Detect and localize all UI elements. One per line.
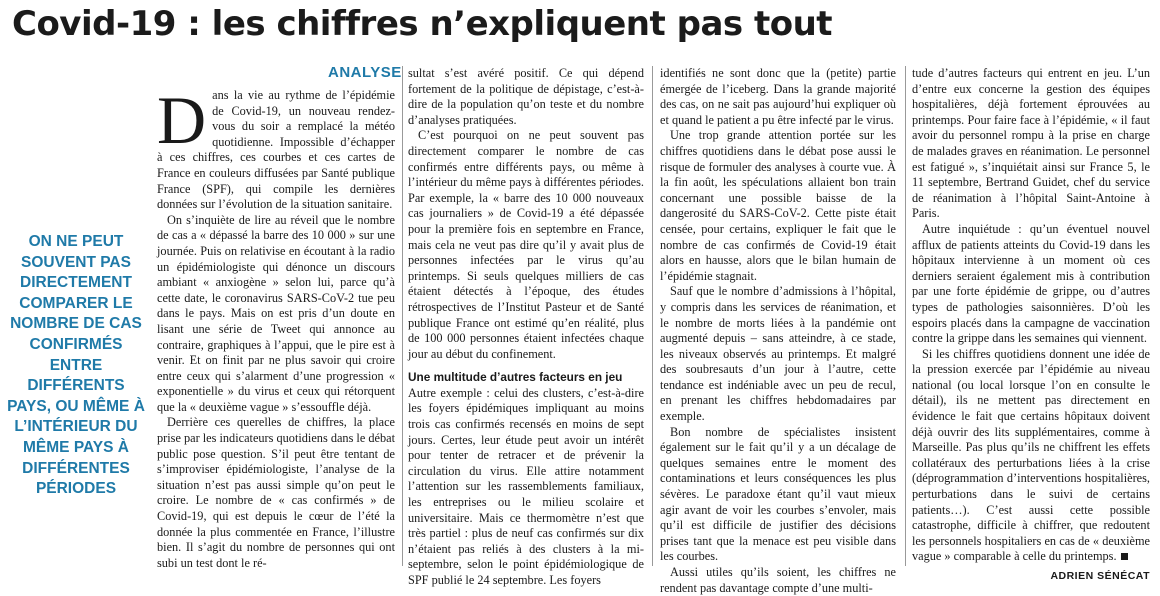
article-column-3 (660, 66, 896, 595)
paragraph: On s’inquiète de lire au réveil que le nombre de cas a « dépassé la barre des 10 000 » sur une journée. Puis on relativise en écoutant à la radio un épidémiologiste qui dénonce un discours ambiant « anxiogène » selon lui, parce qu’à cette date, le coronavirus SARS-CoV-2 tue peu dans le pays. Mais on est pris d’un doute en lisant une série de Tweet qui annonce au contraire, graphiques à l’appui, que le pire est à venir. Et on finit par ne plus savoir qui croire entre ceux qui s’alarment d’une progression « exponentielle » du virus et ceux qui rétorquent que la « deuxième vague » s’essouffle déjà. (157, 212, 395, 414)
paragraph: Dans la vie au rythme de l’épidémie de Covid-19, un nouveau rendez-vous du soir a remplacé la météo quotidienne. Impossible d’échapper à ces chiffres, ces courbes et ces cartes de France en couleurs diffusées par Santé publique France (SPF), qui compile les dernières données sur l’évolution de la situation sanitaire. (157, 82, 395, 212)
article-column-4 (912, 66, 1150, 582)
column-rule (652, 66, 653, 566)
article-column-1 (157, 82, 396, 570)
paragraph: Une trop grande attention portée sur les chiffres quotidiens dans le débat pose aussi le risque de formuler des analyses à courte vue. À la fin août, les spéculations allaient bon train concernant une possible baisse de la dangerosité du SARS-CoV-2. Cette piste était censée, pour certains, expliquer le fait que le nombre de cas confirmés de Covid-19 était alors en hausse, alors que le bilan humain de l’épidémie stagnait. (660, 128, 896, 283)
paragraph: identifiés ne sont donc que la (petite) partie émergée de l’iceberg. Dans la grande majorité des cas, on ne sait pas aujourd’hui expliquer où et quand le patient a pu être infecté par le virus. (660, 66, 896, 127)
byline: ADRIEN SÉNÉCAT (1050, 570, 1150, 582)
paragraph: Derrière ces querelles de chiffres, la place prise par les indicateurs quotidiens dans le débat public pose question. S’il peut être tentant de s’improviser épidémiologiste, l’analyse de la situation n’est pas aussi simple qu’on peut le croire. Le nombre de « cas confirmés » de Covid-19, qui est depuis le cœur de l’été la donnée la plus commentée en France, l’illustre bien. Il s’agit du nombre de personnes qui ont subi un test dont le ré- (157, 415, 396, 570)
paragraph: Bon nombre de spécialistes insistent également sur le fait qu’il y a un décalage de quelques semaines entre le moment des contaminations et leurs conséquences les plus sévères. Le paradoxe étant qu’il vaut mieux agir avant de voir les courbes s’envoler, mais qu’il est difficile de justifier des décisions prises tant que la menace est peu visible dans les courbes. (660, 424, 896, 564)
article-column-2 (408, 66, 644, 587)
column-rule (905, 66, 906, 566)
paragraph: Autre inquiétude : qu’un éventuel nouvel afflux de patients atteints du Covid-19 dans les hôpitaux intervienne à un moment où ces derniers seraient également mis à contribution par une forte épidémie de grippe, ou d’autres types de pathologies saisonnières. D’où les espoirs placés dans la campagne de vaccination contre la grippe dans les semaines qui viennent. (912, 221, 1150, 346)
subheading: Une multitude d’autres facteurs en jeu (408, 370, 623, 385)
end-mark-icon (1121, 553, 1128, 560)
paragraph: Autre exemple : celui des clusters, c’est-à-dire les foyers épidémiques impliquant au moins trois cas confirmés recensés en moins de sept jours. Certes, leur étude peut avoir un intérêt pour tenter de retracer et de prévenir la circulation du virus. Elle attire notamment l’attention sur les rassemblements familiaux, les entreprises ou le milieu scolaire et universitaire. Mais ce thermomètre n’est que très partiel : plus de neuf cas confirmés sur dix n’étaient pas reliés à des clusters à la mi-septembre, selon le point épidémiologique de SPF publié le 24 septembre. Les foyers (408, 385, 644, 587)
paragraph: Aussi utiles qu’ils soient, les chiffres ne rendent pas davantage compte d’une multi- (660, 565, 896, 595)
pull-quote: ON NE PEUT SOUVENT PAS DIRECTEMENT COMPARER LE NOMBRE DE CAS CONFIRMÉS ENTRE DIFFÉRENTS PAYS, OU MÊME À L’INTÉRIEUR DU MÊME PAYS À DIFFÉRENTES PÉRIODES (7, 233, 145, 498)
column-rule (402, 66, 403, 566)
kicker-analyse: ANALYSE (328, 64, 402, 81)
paragraph: Si les chiffres quotidiens donnent une idée de la pression exercée par l’épidémie au niveau national (ou local lorsque l’on en consulte le détail), ils ne mettent pas directement en évidence le fait que certains hôpitaux doivent déjà ouvrir des lits supplémentaires, comme à Marseille. Pas plus qu’ils ne chiffrent les effets collatéraux des perturbations liées à la crise (déprogrammation d’interventions hospitalières, perturbations dans le suivi de certains patients…). C’est aussi cette possible catastrophe, difficile à chiffrer, que redoutent les personnels hospitaliers en cas de « deuxième vague » comparable à celle du printemps. (912, 346, 1150, 564)
paragraph: sultat s’est avéré positif. Ce qui dépend fortement de la politique de dépistage, c’est-à-dire de la population qu’on teste et du nombre d’analyses pratiquées. (408, 66, 644, 127)
paragraph: tude d’autres facteurs qui entrent en jeu. L’un d’entre eux concerne la gestion des équipes hospitalières, déjà fortement éprouvées au printemps. Pour faire face à l’épidémie, « il faut avoir du personnel rompu à la prise en charge de malades graves en réanimation. Le personnel est fatigué », s’inquiétait ainsi sur France 5, le 11 septembre, Bertrand Guidet, chef du service de réanimation à l’hôpital Saint-Antoine à Paris. (912, 66, 1150, 221)
paragraph: Sauf que le nombre d’admissions à l’hôpital, y compris dans les services de réanimation, et le nombre de morts liées à la pandémie ont augmenté depuis – sans atteindre, à ce stade, les niveaux observés au printemps. Et malgré des soubresauts d’un jour à l’autre, cette tendance est indéniable avec un peu de recul, en prenant les chiffres hebdomadaires par exemple. (660, 284, 896, 424)
dropcap: D (157, 82, 207, 158)
headline: Covid-19 : les chiffres n’expliquent pas tout (12, 4, 833, 44)
paragraph: C’est pourquoi on ne peut souvent pas directement comparer le nombre de cas confirmés entre différents pays, ou même à l’intérieur du même pays à différentes périodes. Par exemple, la « barre des 10 000 nouveaux cas journaliers » de Covid-19 a été dépassée pour la première fois en septembre en France, mais cela ne veut pas dire qu’il y avait plus de personnes infectées par le virus qu’au printemps. Si seuls quelques milliers de cas étaient détectés à l’époque, des études rétrospectives de l’Institut Pasteur et de Santé publique France ont estimé qu’en réalité, plus de 100 000 personnes étaient infectées chaque jour au début du confinement. (408, 128, 644, 361)
